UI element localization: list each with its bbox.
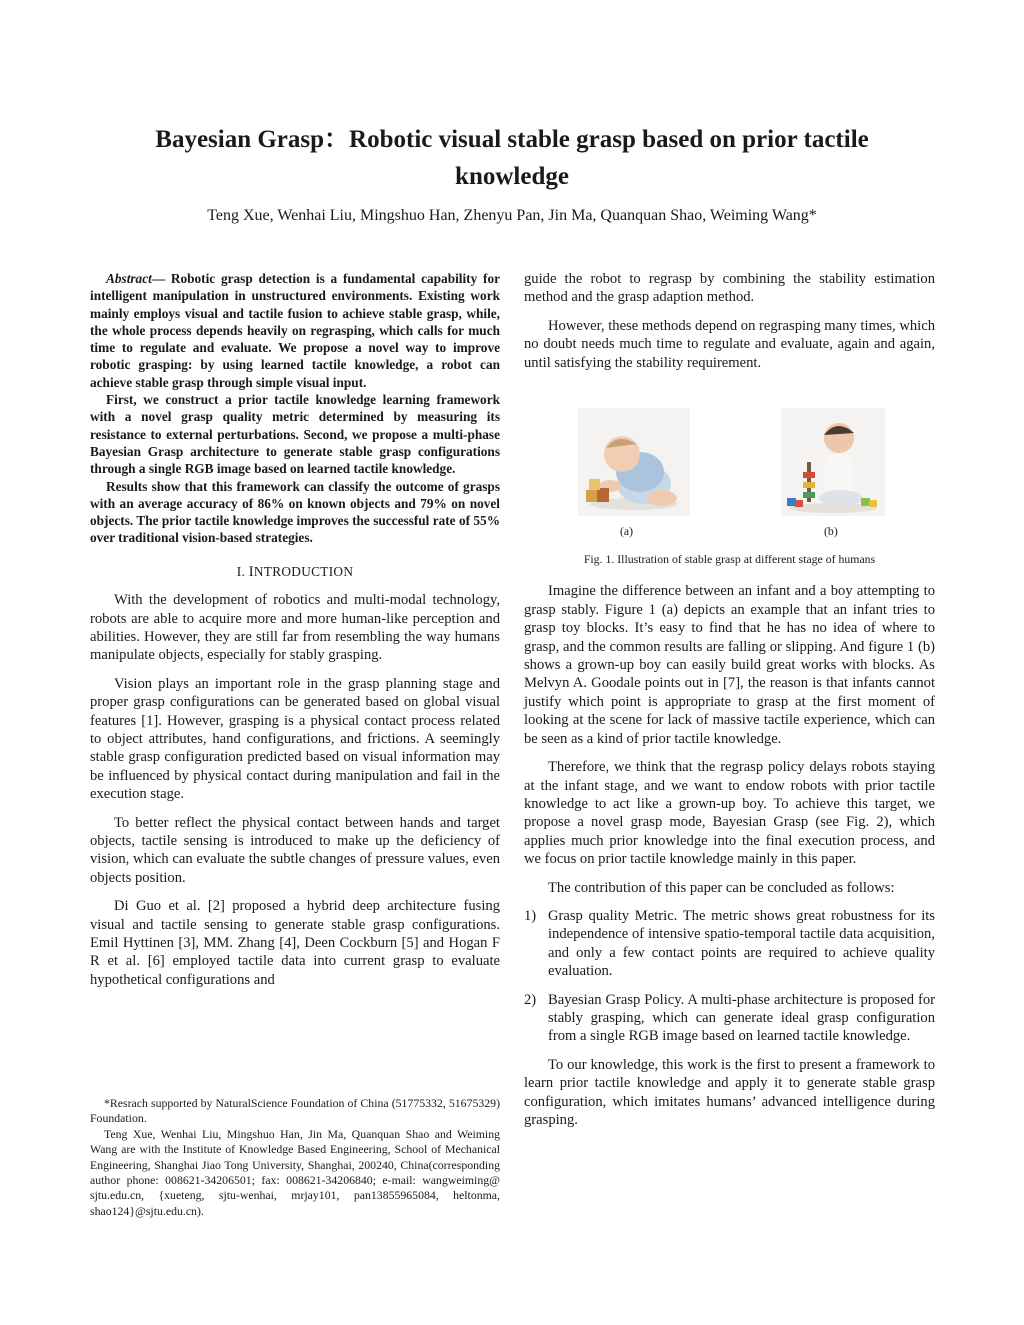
list-text: Grasp quality Metric. The metric shows great robustness for its independence of intensive spatio-temporal tactile data acquisition, and only a few contact points are required to achieve quality evaluation. [548,907,935,980]
abstract-paragraph [90,270,500,391]
figure-sublabel-b: (b) [824,524,838,539]
body-paragraph: To better reflect the physical contact between hands and target objects, tactile sensing is introduced to make up the deficiency of vision, which can evaluate the subtle changes of pressure values, even objects position. [90,814,500,886]
figure-caption: Fig. 1. Illustration of stable grasp at different stage of humans [583,552,876,567]
abstract-paragraph: Results show that this framework can classify the outcome of grasps with an average accuracy of 86% on known objects and 79% on novel objects. The prior tactile knowledge improves the successful rate of 55% over traditional vision-based strategies. [90,478,500,546]
list-text: Bayesian Grasp Policy. A multi-phase architecture is proposed for stably grasping, which can generate ideal grasp configuration from a single RGB image based on learned tactile knowledge. [548,991,935,1045]
figure-1 [524,408,935,548]
footnotes [90,1096,500,1219]
body-paragraph: Therefore, we think that the regrasp policy delays robots staying at the infant stage, and we want to endow robots with prior tactile knowledge to act like a grown-up boy. To achieve this target, we propose a novel grasp mode, Bayesian Grasp (see Fig. 2), which applies much prior knowledge into the final execution process, and we focus on prior tactile knowledge mainly in this paper. [524,759,935,868]
contribution-item-1 [524,907,935,981]
author-list: Teng Xue, Wenhai Liu, Mingshuo Han, Zhenyu Pan, Jin Ma, Quanquan Shao, Weiming Wang* [207,207,817,224]
abstract-label: Abstract [106,271,152,286]
abstract-text-1: Robotic grasp detection is a fundamental capability for intelligent manipulation in unstructured environments. Existing work mainly employs visual and tactile fusion to achieve stable grasp, while, the whole process depends heavily on regrasping, which calls for much time to regulate and evaluate. We propose a novel way to improve robotic grasping: by using learned tactile knowledge, a robot can achieve stable grasp through simple visual input. [90,271,500,390]
body-paragraph: guide the robot to regrasp by combining the stability estimation method and the grasp adaption method. [524,271,935,306]
list-number: 2) [524,991,537,1008]
infant-grasping-illustration [578,408,690,516]
body-paragraph: Vision plays an important role in the grasp planning stage and proper grasp configurations can be generated based on global visual features [1]. However, grasping is a physical contact process related to object attributes, hand configurations, and frictions. A seemingly stable grasp configuration predicted based on visual information may be influenced by physical contact during manipulation and fail in the execution stage. [90,675,500,803]
body-paragraph: The contribution of this paper can be concluded as follows: [548,879,895,896]
body-paragraph: Di Guo et al. [2] proposed a hybrid deep architecture fusing visual and tactile sensing to generate stable grasp configurations. Emil Hyttinen [3], MM. Zhang [4], Deen Cockburn [5] and Hogan F R et al. [6] employed tactile data into current grasp to evaluate hypothetical configurations and [90,898,500,988]
body-paragraph: To our knowledge, this work is the first to present a framework to learn prior tactile knowledge and apply it to generate stable grasp configuration, which imitates humans’ advanced intelligence during grasping. [524,1056,935,1128]
boy-building-illustration [781,408,885,516]
footnote-affiliation: Teng Xue, Wenhai Liu, Mingshuo Han, Jin Ma, Quanquan Shao and Weiming Wang are with the Institute of Knowledge Based Engineering, School of Mechanical Engineering, Shanghai Jiao Tong University, Shanghai, 200240, China(corresponding author phone: 008621-34206501; fax: 008621-34206840; e-mail: wangweiming@ sjtu.edu.cn, {xueteng, sjtu-wenhai, mrjay101, pan13855965084, heltonma, shao124}@sjtu.edu.cn). [90,1126,500,1218]
left-column [90,270,500,999]
body-paragraph: However, these methods depend on regrasping many times, which no doubt needs much time to regulate and evaluate, again and again, until satisfying the stability requirement. [524,317,935,371]
abstract-paragraph: First, we construct a prior tactile knowledge learning framework with a novel grasp quality metric determined by measuring its resistance to external perturbations. Second, we propose a multi-phase Bayesian Grasp architecture to generate stable grasp configurations through a single RGB image based on learned tactile knowledge. [90,392,500,477]
infant-grasping-photo [578,408,690,516]
footnote-funding: *Resrach supported by NaturalScience Foundation of China (51775332, 51675329) Foundation. [90,1096,500,1126]
section-title-initial: I [248,563,254,580]
list-number: 1) [524,907,537,924]
figure-sublabel-a: (a) [620,524,634,539]
section-heading-introduction [90,563,500,581]
right-column [524,270,935,1139]
boy-building-photo [781,408,885,516]
section-title-rest: NTRODUCTION [253,563,354,579]
paper-title: Bayesian Grasp：Robotic visual stable grasp based on prior tactile knowledge [155,126,869,190]
body-paragraph: Imagine the difference between an infant and a boy attempting to grasp stably. Figure 1 (a) depicts an example that an infant tries to grasp toy blocks. It’s easy to find that he has no idea of where to grasp, and the common results are falling or slipping. And figure 1 (b) shows a grown-up boy can easily build great works with blocks. As Melvyn A. Goodale points out in [7], the reason is that infants cannot justify which point is appropriate to grasp at the first moment of looking at the scene for lack of massive tactile experience, which can be seen as a kind of prior tactile knowledge. [524,583,935,747]
section-number: I. [236,563,246,579]
abstract [90,270,500,547]
contribution-item-2 [524,991,935,1046]
abstract-dash: — [151,271,166,286]
body-paragraph: With the development of robotics and multi-modal technology, robots are able to acquire more and more human-like perception and abilities. However, they are still far from resembling the way humans manipulate objects, especially for stably grasping. [90,592,500,664]
